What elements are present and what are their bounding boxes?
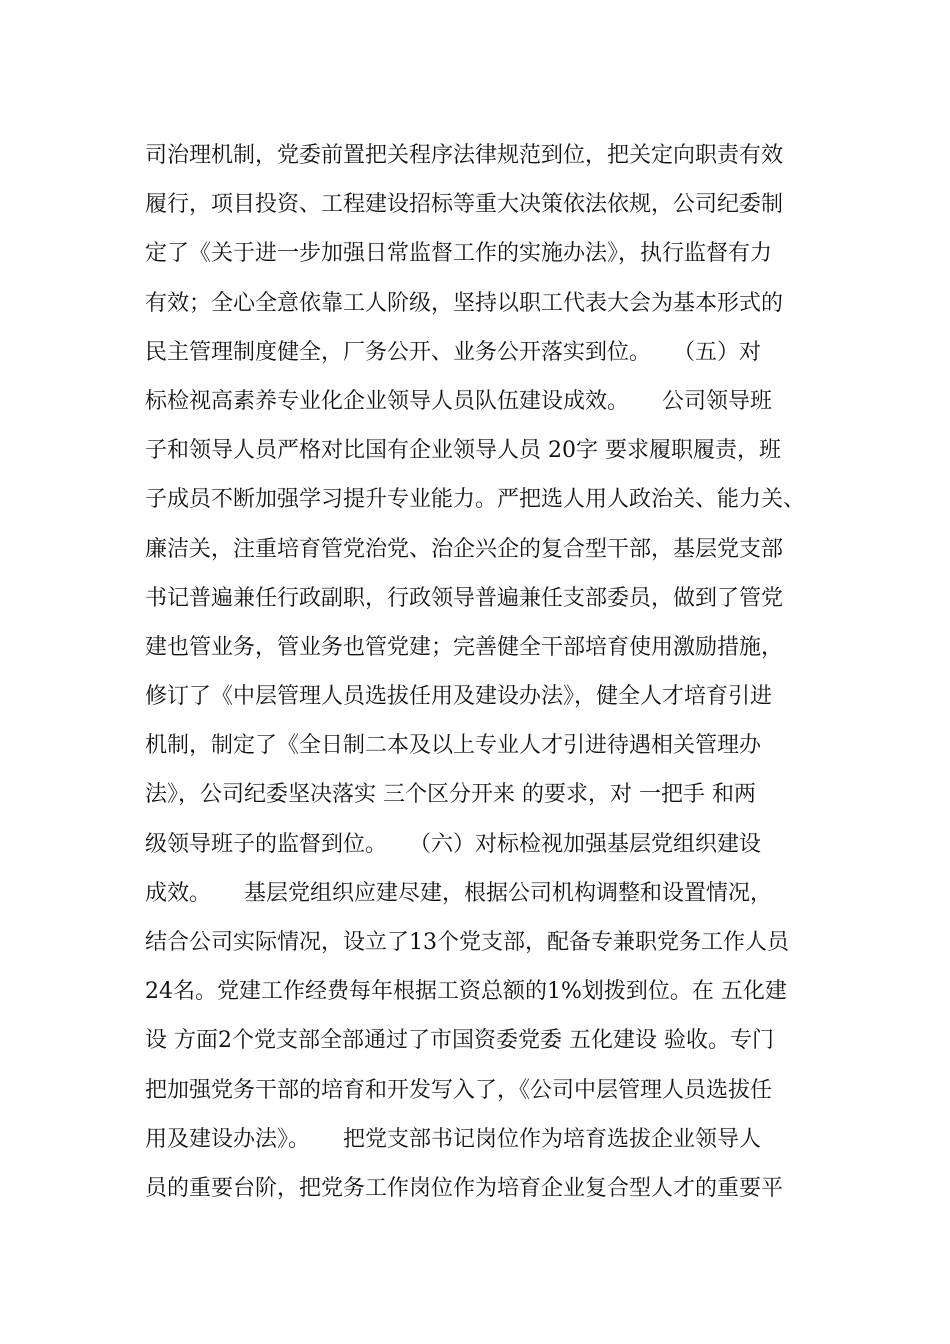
text-line: 履行，项目投资、工程建设招标等重大决策依法依规，公司纪委制 — [145, 192, 784, 218]
text-line: 民主管理制度健全，厂务公开、业务公开落实到位。 （五）对 — [145, 339, 762, 365]
text-line: 设 方面2个党支部全部通过了市国资委党委 五化建设 验收。专门 — [145, 1028, 774, 1054]
text-line: 员的重要台阶，把党务工作岗位作为培育企业复合型人才的重要平 — [145, 1175, 784, 1201]
text-line: 司治理机制，党委前置把关程序法律规范到位，把关定向职责有效 — [145, 143, 784, 168]
text-line: 成效。 基层党组织应建尽建，根据公司机构调整和设置情况， — [145, 880, 773, 906]
text-line: 修订了《中层管理人员选拔任用及建设办法》，健全人才培育引进 — [145, 684, 773, 710]
text-line: 定了《关于进一步加强日常监督工作的实施办法》，执行监督有力 — [145, 241, 773, 267]
text-line: 子成员不断加强学习提升专业能力。严把选人用人政治关、能力关、 — [145, 487, 806, 513]
text-line: 24名。党建工作经费每年根据工资总额的1%划拨到位。在 五化建 — [145, 979, 787, 1005]
text-line: 有效；全心全意依靠工人阶级，坚持以职工代表大会为基本形式的 — [145, 290, 784, 316]
text-line: 廉洁关，注重培育管党治党、治企兴企的复合型干部，基层党支部 — [145, 536, 784, 562]
body-text — [145, 131, 825, 1213]
text-line: 法》，公司纪委坚决落实 三个区分开来 的要求，对 一把手 和两 — [145, 782, 756, 808]
text-line: 结合公司实际情况，设立了13个党支部，配备专兼职党务工作人员 — [145, 930, 789, 955]
text-line: 书记普遍兼任行政副职，行政领导普遍兼任支部委员，做到了管党 — [145, 585, 784, 611]
text-line: 用及建设办法》。 把党支部书记岗位作为培育选拔企业领导人 — [145, 1126, 762, 1152]
text-line: 子和领导人员严格对比国有企业领导人员 20字 要求履职履责，班 — [145, 438, 781, 464]
text-line: 标检视高素养专业化企业领导人员队伍建设成效。 公司领导班 — [145, 388, 773, 414]
text-line: 建也管业务，管业务也管党建；完善健全干部培育使用激励措施， — [145, 634, 784, 660]
text-line: 机制，制定了《全日制二本及以上专业人才引进待遇相关管理办 — [145, 733, 762, 759]
text-line: 级领导班子的监督到位。 （六）对标检视加强基层党组织建设 — [145, 831, 762, 857]
text-line: 把加强党务干部的培育和开发写入了，《公司中层管理人员选拔任 — [145, 1077, 773, 1103]
